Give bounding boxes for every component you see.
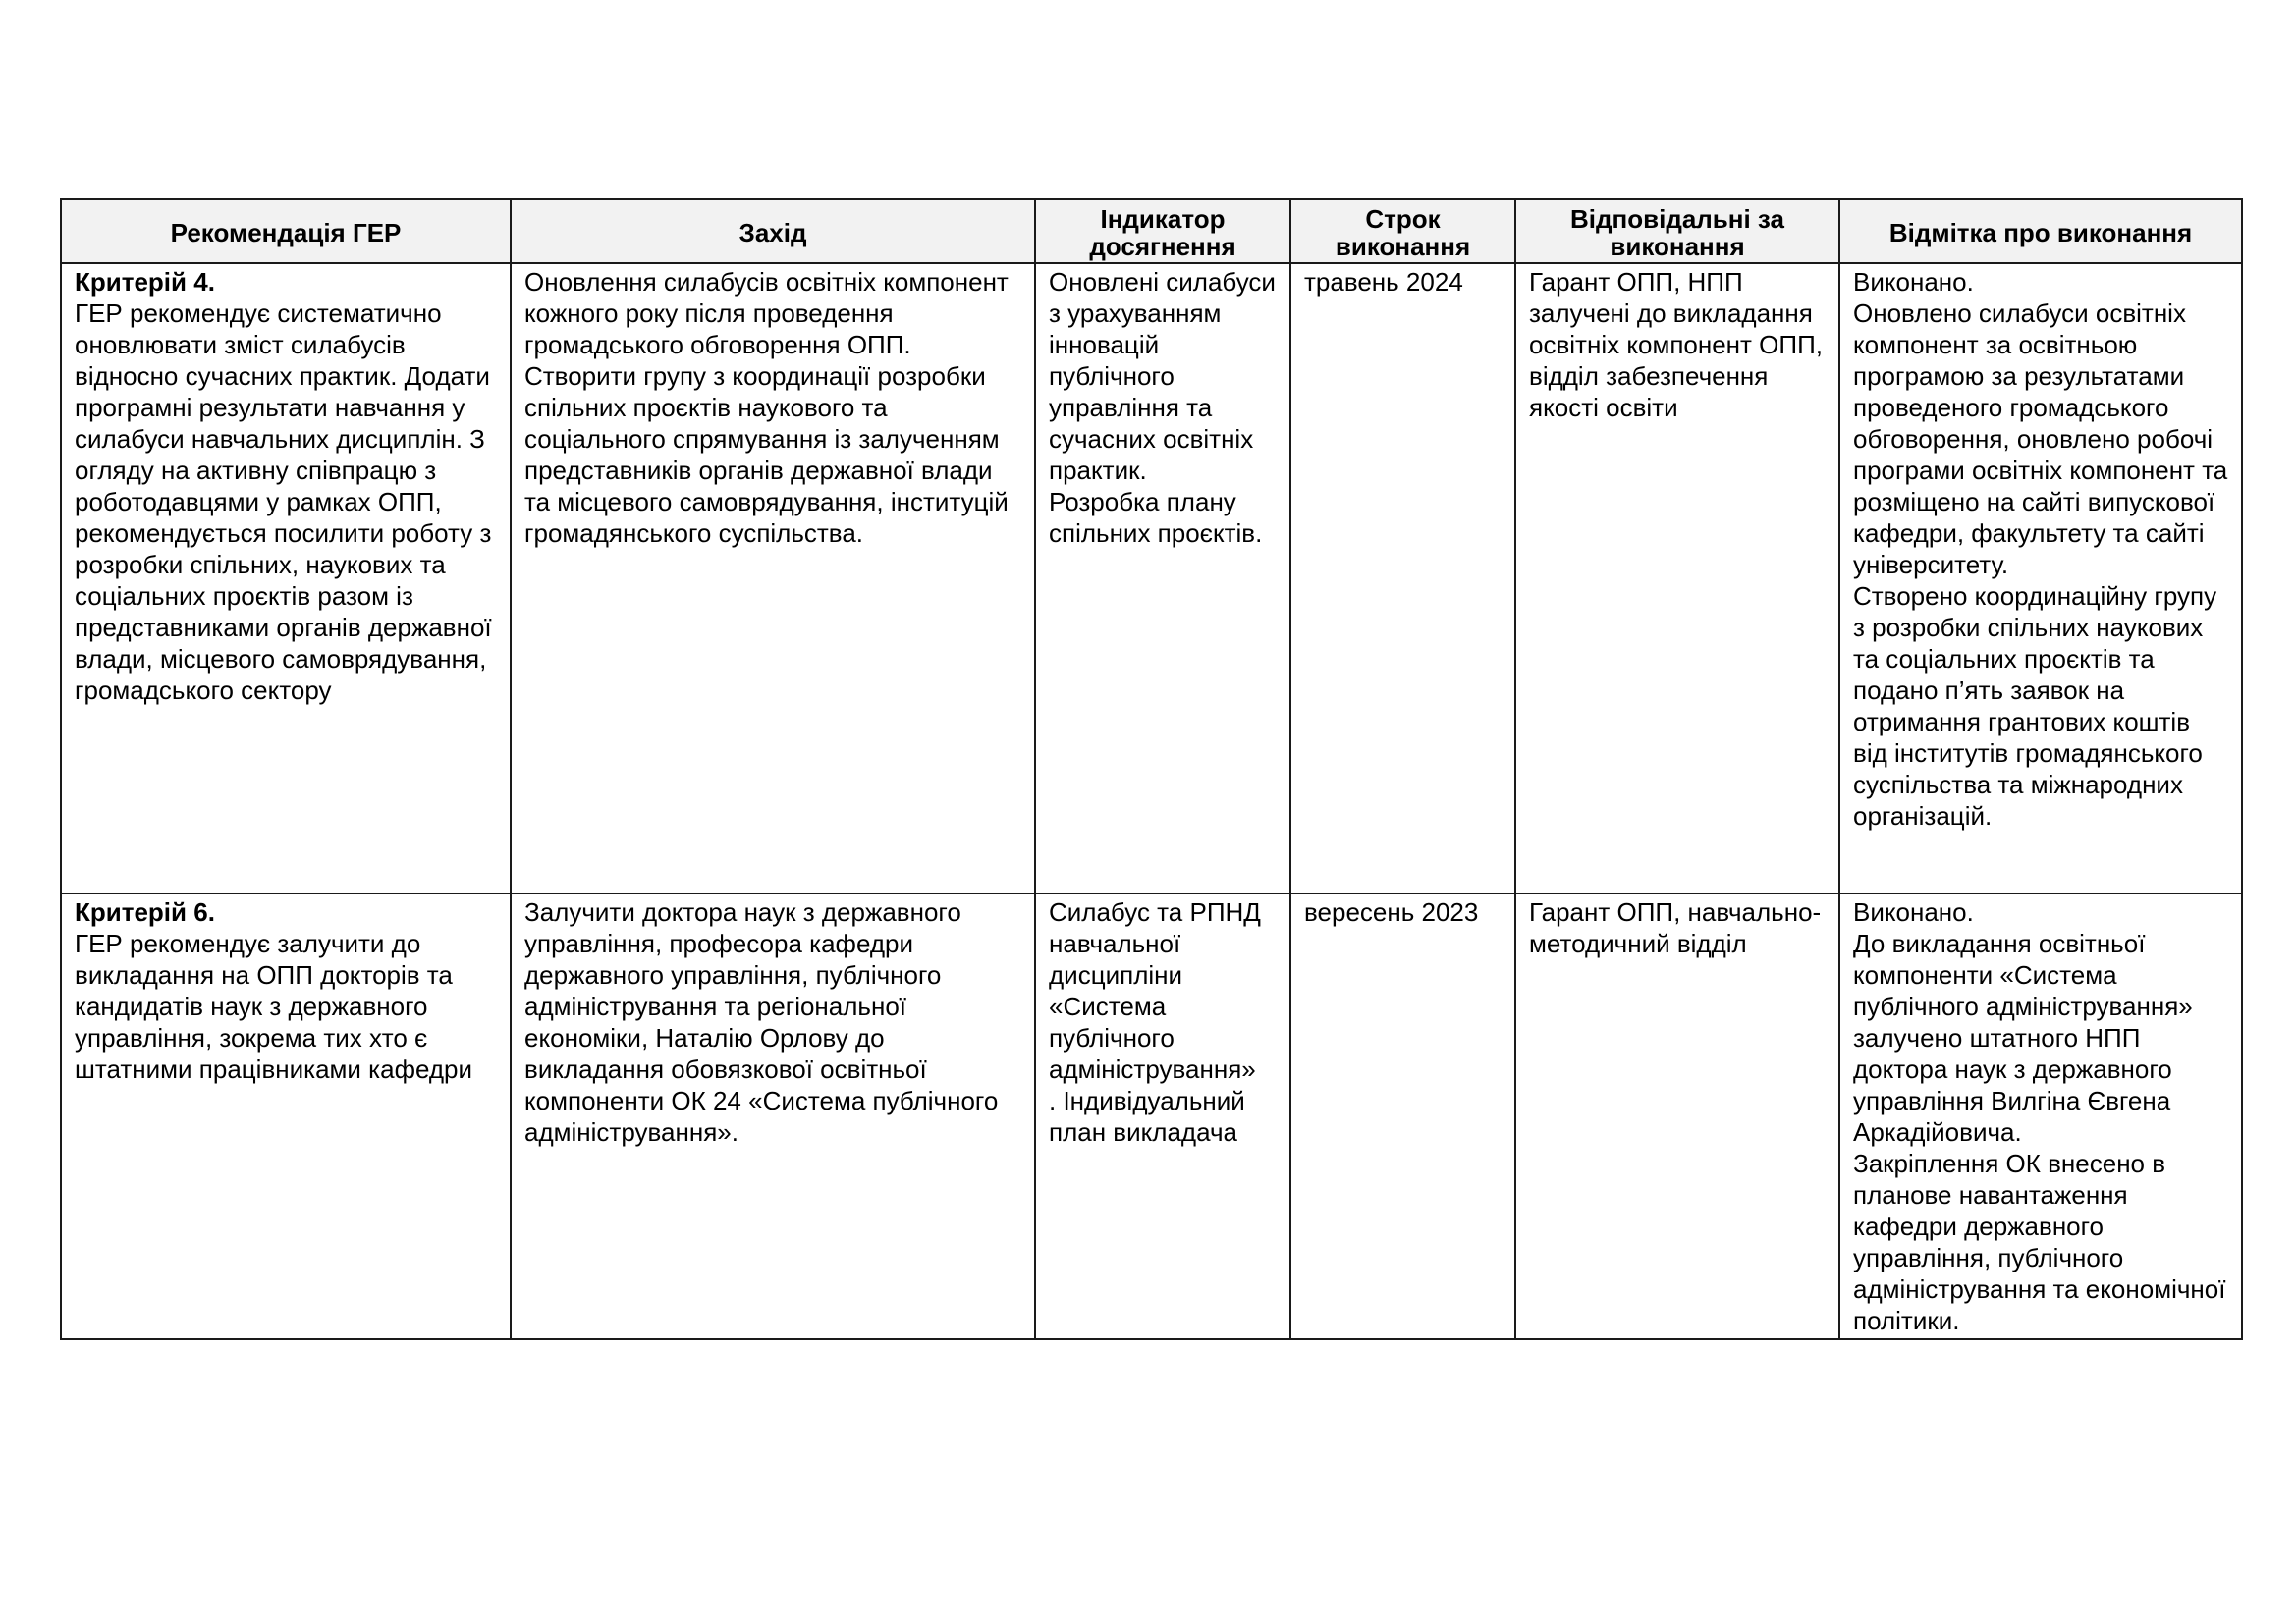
header-responsible: Відповідальні за виконання xyxy=(1515,199,1839,263)
header-measure: Захід xyxy=(511,199,1035,263)
deadline-cell xyxy=(1290,893,1515,1339)
header-indicator: Індикатор досягнення xyxy=(1035,199,1290,263)
table-body xyxy=(61,263,2242,1339)
measure-text: Залучити доктора наук з державного управління, професора кафедри державного управління, публічного адміністрування та регіональної економіки, Наталію Орлову до викладання обовязкової освітньої компоненти ОК 24 «Система публічного адміністрування». xyxy=(524,897,999,1147)
indicator-text: Оновлені силабуси з урахуванням інновацій публічного управління та сучасних освітніх практик. Розробка плану спільних проєктів. xyxy=(1049,267,1276,548)
criterion-label: Критерій 4. xyxy=(75,267,215,297)
header-status: Відмітка про виконання xyxy=(1839,199,2242,263)
responsible-text: Гарант ОПП, навчально-методичний відділ xyxy=(1529,897,1822,958)
status-cell xyxy=(1839,893,2242,1339)
status-text: Виконано. До викладання освітньої компоненти «Система публічного адміністрування» залучено штатного НПП доктора наук з державного управління Вилгіна Євгена Аркадійовича. Закріплення ОК внесено в планове навантаження кафедри державного управління, публічного адміністрування та економічної політики. xyxy=(1853,897,2226,1335)
table-row xyxy=(61,263,2242,893)
deadline-text: травень 2024 xyxy=(1304,267,1463,297)
indicator-cell xyxy=(1035,893,1290,1339)
table-row xyxy=(61,893,2242,1339)
recommendation-text: ГЕР рекомендує залучити до викладання на ОПП докторів та кандидатів наук з державного управління, зокрема тих хто є штатними працівниками кафедри xyxy=(75,929,473,1084)
recommendations-table xyxy=(60,198,2243,1340)
deadline-cell xyxy=(1290,263,1515,893)
header-row xyxy=(61,199,2242,263)
recommendation-cell xyxy=(61,893,511,1339)
header-recommendation: Рекомендація ГЕР xyxy=(61,199,511,263)
status-cell xyxy=(1839,263,2242,893)
responsible-text: Гарант ОПП, НПП залучені до викладання освітніх компонент ОПП, відділ забезпечення якості освіти xyxy=(1529,267,1823,422)
table-header xyxy=(61,199,2242,263)
header-deadline: Строк виконання xyxy=(1290,199,1515,263)
measure-cell xyxy=(511,263,1035,893)
recommendation-cell xyxy=(61,263,511,893)
deadline-text: вересень 2023 xyxy=(1304,897,1479,927)
measure-cell xyxy=(511,893,1035,1339)
indicator-text: Силабус та РПНД навчальної дисципліни «Система публічного адміністрування» . Індивідуальний план викладача xyxy=(1049,897,1261,1147)
status-text: Виконано. Оновлено силабуси освітніх компонент за освітньою програмою за результатами проведеного громадського обговорення, оновлено робочі програми освітніх компонент та розміщено на сайті випускової кафедри, факультету та сайті університету. Створено координаційну групу з розробки спільних наукових та соціальних проєктів та подано п’ять заявок на отримання грантових коштів від інститутів громадянського суспільства та міжнародних організацій. xyxy=(1853,267,2228,831)
criterion-label: Критерій 6. xyxy=(75,897,215,927)
responsible-cell xyxy=(1515,893,1839,1339)
measure-text: Оновлення силабусів освітніх компонент кожного року після проведення громадського обговорення ОПП. Створити групу з координації розробки спільних проєктів наукового та соціального спрямування із залученням представників органів державної влади та місцевого самоврядування, інституцій громадянського суспільства. xyxy=(524,267,1009,548)
recommendation-text: ГЕР рекомендує систематично оновлювати зміст силабусів відносно сучасних практик. Додати програмні результати навчання у силабуси навчальних дисциплін. З огляду на активну співпрацю з роботодавцями у рамках ОПП, рекомендується посилити роботу з розробки спільних, наукових та соціальних проєктів разом із представниками органів державної влади, місцевого самоврядування, громадського сектору xyxy=(75,298,492,705)
responsible-cell xyxy=(1515,263,1839,893)
indicator-cell xyxy=(1035,263,1290,893)
